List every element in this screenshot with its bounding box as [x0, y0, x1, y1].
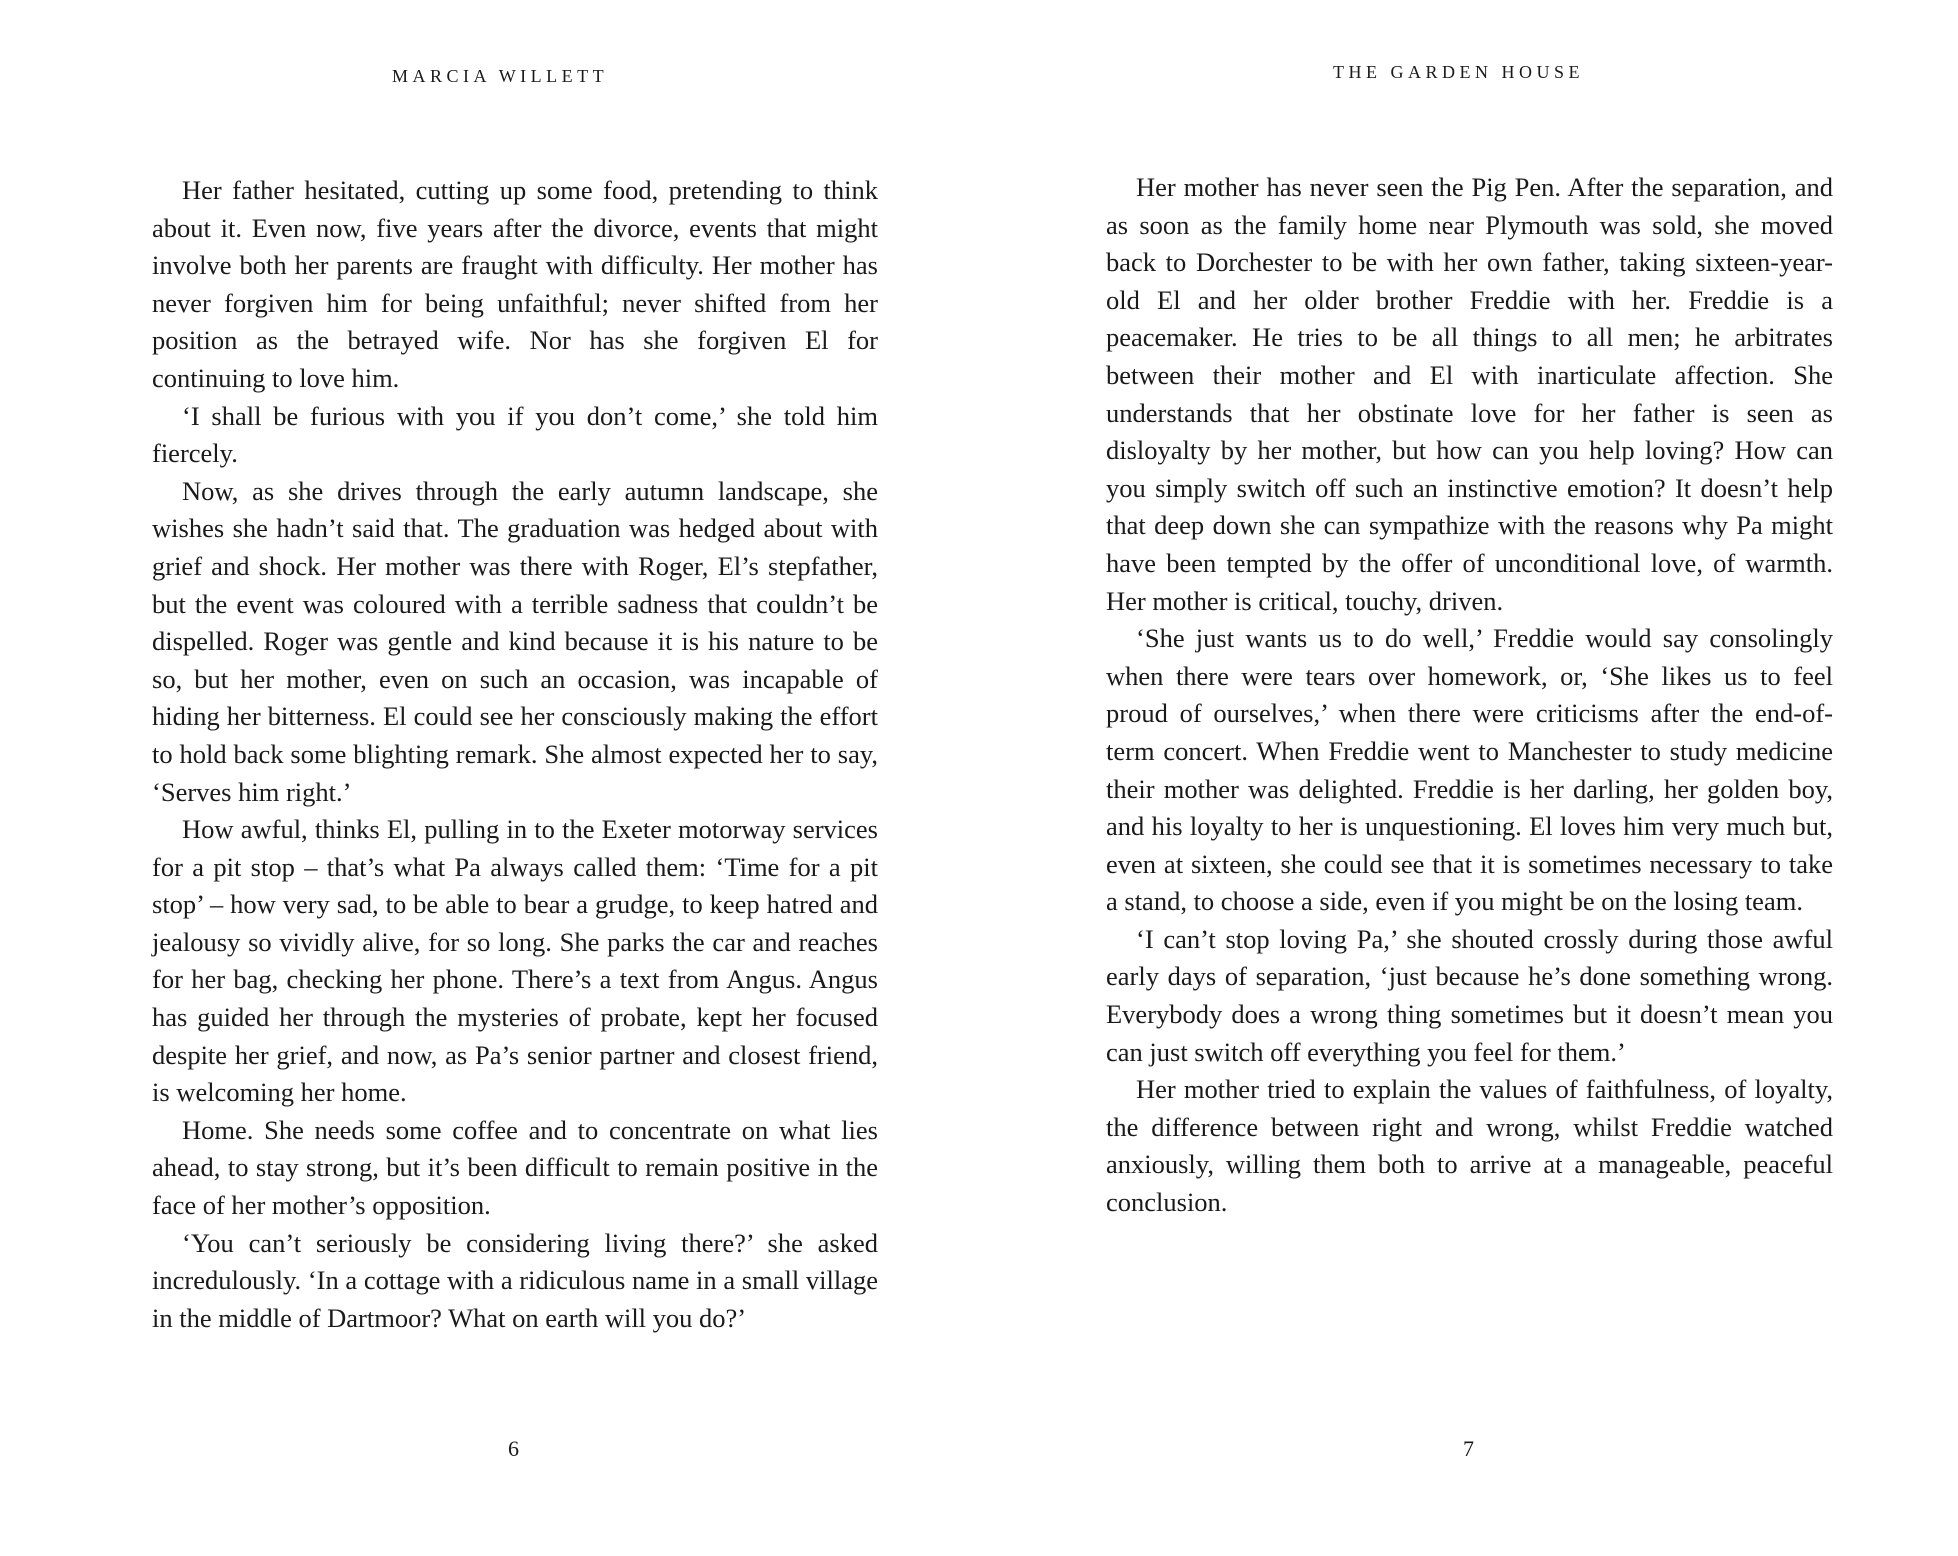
paragraph: ‘I shall be furious with you if you don’t come,’ she told him fiercely.: [152, 400, 878, 469]
running-head-title: THE GARDEN HOUSE: [1333, 62, 1584, 82]
right-page: [979, 0, 1958, 1556]
body-text: [1106, 169, 1833, 1222]
paragraph: How awful, thinks El, pulling in to the Exeter motorway services for a pit stop – that’s what Pa always called them: ‘Time for a pit stop’ – how very sad, to be able to bear a grudge, to keep hatred and jealousy so vividly alive, for so long. She parks the car and reaches for her bag, checking her phone. There’s a text from Angus. Angus has guided her through the mysteries of probate, kept her focused despite her grief, and now, as Pa’s senior partner and closest friend, is welcoming her home.: [152, 814, 878, 1108]
paragraph: Now, as she drives through the early autumn landscape, she wishes she hadn’t said that. The graduation was hedged about with grief and shock. Her mother was there with Roger, El’s stepfather, but the event was coloured with a terrible sadness that couldn’t be dispelled. Roger was gentle and kind because it is his nature to be so, but her mother, even on such an occasion, was incapable of hiding her bitterness. El could see her consciously making the effort to hold back some blighting remark. She almost expected her to say, ‘Serves him right.’: [152, 475, 878, 807]
paragraph: ‘I can’t stop loving Pa,’ she shouted crossly during those awful early days of separation, ‘just because he’s done something wrong. Everybody does a wrong thing sometimes but it doesn’t mean you can just switch off everything you feel for them.’: [1106, 923, 1833, 1067]
paragraph: Her father hesitated, cutting up some food, pretending to think about it. Even now, five years after the divorce, events that might involve both her parents are fraught with difficulty. Her mother has never forgiven him for being unfaithful; never shifted from her position as the betrayed wife. Nor has she forgiven El for continuing to love him.: [152, 175, 878, 393]
paragraph: Her mother tried to explain the values of faithfulness, of loyalty, the difference between right and wrong, whilst Freddie watched anxiously, willing them both to arrive at a manageable, peaceful conclusion.: [1106, 1074, 1833, 1218]
page-number: 7: [1463, 1436, 1474, 1461]
page-number: 6: [508, 1436, 519, 1461]
body-text: [152, 172, 878, 1337]
paragraph: Home. She needs some coffee and to concentrate on what lies ahead, to stay strong, but it’s been difficult to remain positive in the face of her mother’s opposition.: [152, 1114, 878, 1221]
paragraph: Her mother has never seen the Pig Pen. After the separation, and as soon as the family home near Plymouth was sold, she moved back to Dorchester to be with her own father, taking sixteen-year-old El and her older brother Freddie with her. Freddie is a peacemaker. He tries to be all things to all men; he arbitrates between their mother and El with inarticulate affection. She understands that her obstinate love for her father is seen as disloyalty by her mother, but how can you help loving? How can you simply switch off such an instinctive emotion? It doesn’t help that deep down she can sympathize with the reasons why Pa might have been tempted by the offer of unconditional love, of warmth. Her mother is critical, touchy, driven.: [1106, 172, 1833, 616]
paragraph: ‘You can’t seriously be considering living there?’ she asked incredulously. ‘In a cottage with a ridiculous name in a small village in the middle of Dartmoor? What on earth will you do?’: [152, 1227, 878, 1333]
paragraph: ‘She just wants us to do well,’ Freddie would say consolingly when there were tears over homework, or, ‘She likes us to feel proud of ourselves,’ when there were criticisms after the end-of-term concert. When Freddie went to Manchester to study medicine their mother was delighted. Freddie is her darling, her golden boy, and his loyalty to her is unquestioning. El loves him very much but, even at sixteen, she could see that it is sometimes necessary to take a stand, to choose a side, even if you might be on the losing team.: [1106, 623, 1833, 917]
running-head-author: MARCIA WILLETT: [392, 66, 609, 86]
